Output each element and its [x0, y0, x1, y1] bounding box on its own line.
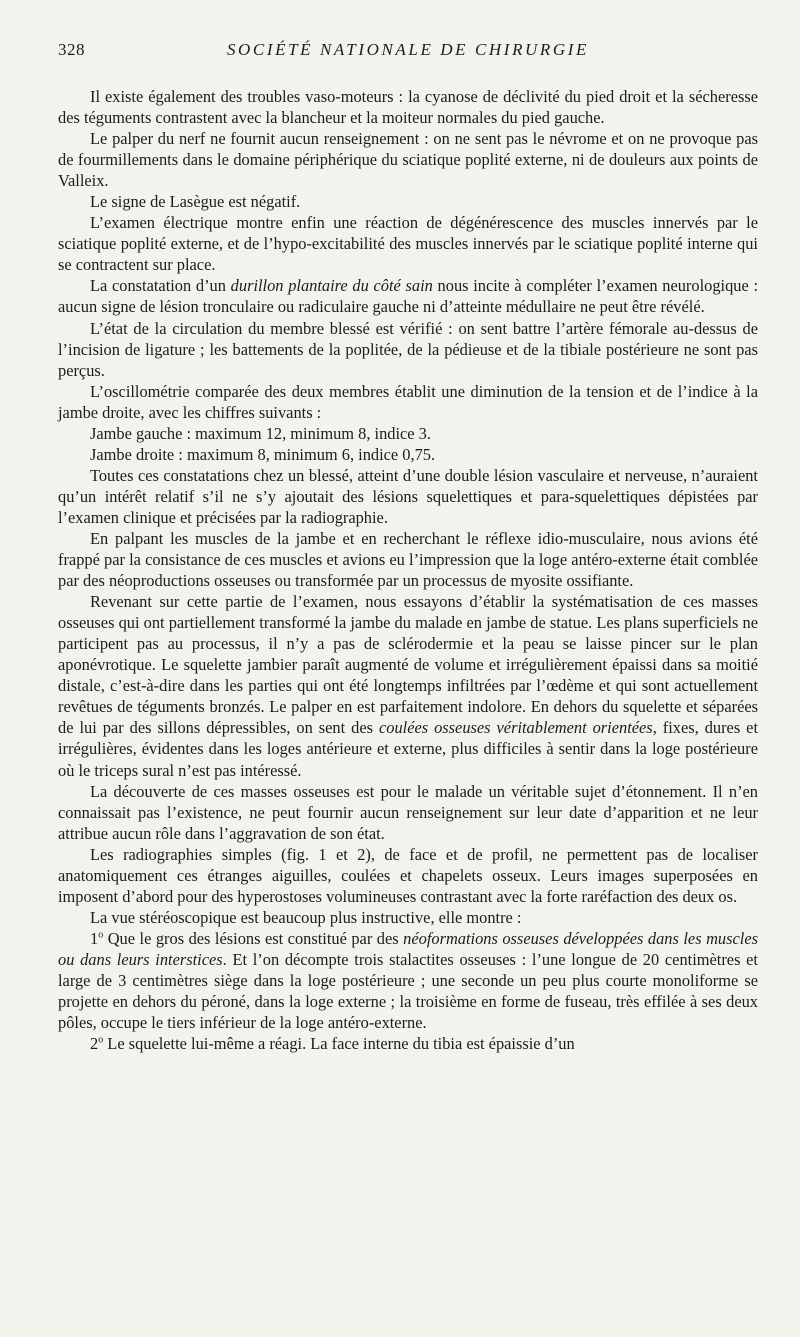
paragraph [58, 128, 758, 191]
text-run: L’état de la circulation du membre blessé est vérifié : on sent battre l’artère fémorale au-dessus de l’incision de ligature ; les battements de la poplitée, de la pédieuse et de la tibiale postérieure ne sont pas perçus. [58, 318, 758, 380]
text-run: Il existe également des troubles vaso-moteurs : la cyanose de déclivité du pied droit et la sécheresse des téguments contrastent avec la blancheur et la moiteur normales du pied gauche. [58, 87, 758, 128]
paragraph [58, 423, 758, 444]
paragraph [58, 528, 758, 591]
text-run: 2 [90, 1034, 99, 1054]
body-text [58, 86, 758, 1054]
text-run: Toutes ces constatations chez un blessé, atteint d’une double lésion vasculaire et nerveuse, n’auraient qu’un intérêt relatif s’il ne s’y ajoutait des lésions squelettiques et para-squelettiques dépistées par l’examen clinique et précisées par la radiographie. [58, 465, 758, 527]
text-run: Les radiographies simples (fig. 1 et 2), de face et de profil, ne permettent pas de localiser anatomiquement ces étranges aiguilles, coulées et chapelets osseux. Leurs images superposées en imposent d’abord pour des hyperostoses volumineuses contrastant avec la forte raréfaction des deux os. [58, 844, 758, 906]
text-run: . Et l’on décompte trois stalactites osseuses : l’une longue de 20 centimètres et large de 3 centimètres siège dans la loge postérieure ; une seconde un peu plus courte monoliforme se projette en dehors du péroné, dans la loge externe ; la troisième en forme de fuseau, très effilée à ses deux pôles, occupe le tiers inférieur de la loge antéro-externe. [58, 949, 758, 1033]
paragraph [58, 381, 758, 423]
italic-text: coulées osseuses véritablement orientées [378, 718, 653, 738]
paragraph [58, 1033, 758, 1054]
paragraph [58, 591, 758, 780]
text-run: En palpant les muscles de la jambe et en recherchant le réflexe idio-musculaire, nous avions été frappé par la consistance de ces muscles et avions eu l’impression que la loge antéro-externe était comblée par des néoproductions osseuses ou transformée par un processus de myosite ossifiante. [58, 528, 758, 591]
paragraph [58, 212, 758, 275]
text-run: L’examen électrique montre enfin une réaction de dégénérescence des muscles innervés par le sciatique poplité externe, et de l’hypo-excitabilité des muscles innervés par le sciatique poplité interne qui se contractent sur place. [58, 213, 758, 275]
paragraph [58, 465, 758, 528]
text-run: Que le gros des lésions est constitué par des [103, 928, 404, 948]
paragraph [58, 86, 758, 128]
ordinal-superscript: o [98, 929, 104, 941]
text-run: 1 [90, 928, 99, 948]
paragraph [58, 928, 758, 1033]
paragraph [58, 907, 758, 928]
text-run: Le signe de Lasègue est négatif. [90, 192, 301, 212]
paragraph [58, 781, 758, 844]
page-header [58, 40, 758, 66]
paragraph [58, 318, 758, 381]
page-number: 328 [58, 40, 85, 59]
italic-text: durillon plantaire du côté sain [230, 276, 433, 296]
paragraph [58, 275, 758, 317]
text-run: La découverte de ces masses osseuses est pour le malade un véritable sujet d’étonnement. Il n’en connaissait pas l’existence, ne peut fournir aucun renseignement sur leur date d’apparition et ne leur attribue aucun rôle dans l’aggravation de son état. [58, 781, 758, 843]
text-run: nous incite à compléter l’examen neurologique : aucun signe de lésion tronculaire ou radiculaire gauche ni d’atteinte médullaire ne peut être révélé. [58, 276, 759, 317]
paragraph [58, 191, 758, 212]
italic-text: néoformations osseuses développées dans les muscles ou dans leurs interstices [58, 928, 758, 969]
paragraph [58, 844, 758, 907]
text-run: L’oscillométrie comparée des deux membres établit une diminution de la tension et de l’indice à la jambe droite, avec les chiffres suivants : [58, 381, 758, 422]
text-run: Jambe gauche : maximum 12, minimum 8, indice 3. [90, 423, 431, 443]
running-head: SOCIÉTÉ NATIONALE DE CHIRURGIE [226, 40, 590, 59]
text-run: Le palper du nerf ne fournit aucun renseignement : on ne sent pas le névrome et on ne provoque pas de fourmillements dans le domaine périphérique du sciatique poplité externe, ni de douleurs aux points de Valleix. [58, 129, 758, 191]
text-run: La constatation d’un [90, 276, 231, 296]
text-run: Le squelette lui-même a réagi. La face interne du tibia est épaissie d’un [103, 1034, 575, 1054]
text-run: , fixes, dures et irrégulières, évidentes dans les loges antérieure et externe, plus difficiles à sentir dans la loge postérieure où le triceps sural n’est pas intéressé. [58, 718, 758, 780]
text-run: La vue stéréoscopique est beaucoup plus instructive, elle montre : [90, 907, 522, 927]
paragraph [58, 444, 758, 465]
ordinal-superscript: o [98, 1034, 104, 1046]
text-run: Revenant sur cette partie de l’examen, nous essayons d’établir la systématisation de ces masses osseuses qui ont partiellement transformé la jambe du malade en jambe de statue. Les plans superficiels ne participent pas au processus, il n’y a pas de sclérodermie et la peau se laisse pincer sur le plan aponévrotique. Le squelette jambier paraît augmenté de volume et irrégulièrement épaissi dans sa moitié distale, c’est-à-dire dans les parties qui ont été longtemps infiltrées par l’œdème et qui sont actuellement revêtues de téguments bronzés. Le palper en est parfaitement indolore. En dehors du squelette et séparées de lui par des sillons dépressibles, on sent des [58, 592, 758, 738]
text-run: Jambe droite : maximum 8, minimum 6, indice 0,75. [90, 444, 436, 464]
